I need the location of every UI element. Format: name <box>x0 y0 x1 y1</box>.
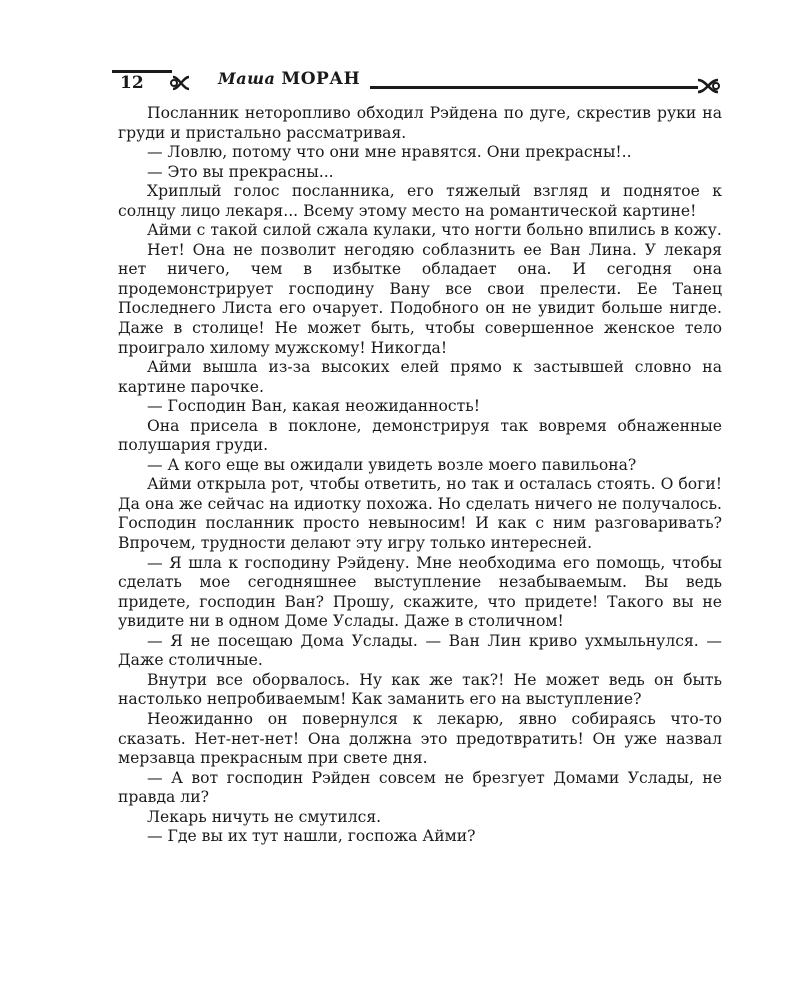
header-rule <box>370 86 698 89</box>
running-header <box>112 66 724 100</box>
page-number: 12 <box>120 73 144 93</box>
paragraph: Айми с такой силой сжала кулаки, что ногти больно впились в кожу. <box>147 221 722 240</box>
paragraph: — Я шла к господину Рэйдену. Мне необходима его помощь, чтобы сделать мое сегодняшнее выступление незабываемым. Вы ведь придете, господин Ван? Прошу, скажите, что придете! Такого вы не увидите ни в одном Доме Услады. Даже в столичном! <box>118 553 722 631</box>
paragraph: Айми открыла рот, чтобы ответить, но так и осталась стоять. О боги! Да она же сейчас на идиотку похожа. Но сделать ничего не получалось. Господин посланник просто невыносим! И как с ним разговаривать? Впрочем, трудности делают эту игру только интересней. <box>118 475 722 553</box>
running-title <box>218 69 360 89</box>
paragraph: Нет! Она не позволит негодяю соблазнить ее Ван Лина. У лекаря нет ничего, чем в избытке обладает она. И сегодня она продемонстрирует господину Вану все свои прелести. Ее Танец Последнего Листа его очарует. Подобного он не увидит больше нигде. Даже в столице! Не может быть, чтобы совершенное женское тело проиграло хилому мужскому! Никогда! <box>118 240 722 357</box>
knot-ornament-icon <box>696 74 720 98</box>
body-text <box>118 104 722 847</box>
paragraph: — Господин Ван, какая неожиданность! <box>147 397 481 416</box>
paragraph: Хриплый голос посланника, его тяжелый взгляд и поднятое к солнцу лицо лекаря... Всему этому место на романтической картине! <box>118 182 722 220</box>
paragraph: Неожиданно он повернулся к лекарю, явно собираясь что-то сказать. Нет-нет-нет! Она должна это предотвратить! Он уже назвал мерзавца прекрасным при свете дня. <box>118 709 722 768</box>
paragraph: Внутри все оборвалось. Ну как же так?! Не может ведь он быть настолько непробиваемым! Как заманить его на выступление? <box>118 670 722 709</box>
paragraph: — А вот господин Рэйден совсем не брезгует Домами Услады, не правда ли? <box>118 768 722 807</box>
paragraph: — Где вы их тут нашли, госпожа Айми? <box>147 827 476 846</box>
paragraph: — Я не посещаю Дома Услады. — Ван Лин криво ухмыльнулся. — Даже столичные. <box>118 631 722 670</box>
paragraph: Айми вышла из-за высоких елей прямо к застывшей словно на картине парочке. <box>118 358 722 396</box>
paragraph: — А кого еще вы ожидали увидеть возле моего павильона? <box>147 455 637 474</box>
paragraph: — Это вы прекрасны... <box>147 162 334 181</box>
author-last-name: МОРАН <box>281 69 361 89</box>
paragraph: Она присела в поклоне, демонстрируя так вовремя обнаженные полушария груди. <box>118 416 722 455</box>
paragraph: Посланник неторопливо обходил Рэйдена по дуге, скрестив руки на груди и пристально рассматривая. <box>118 104 722 142</box>
paragraph: Лекарь ничуть не смутился. <box>147 807 382 826</box>
author-first-name: Маша <box>218 69 276 88</box>
knot-ornament-icon <box>170 72 192 94</box>
paragraph: — Ловлю, потому что они мне нравятся. Они прекрасны!.. <box>147 143 632 162</box>
